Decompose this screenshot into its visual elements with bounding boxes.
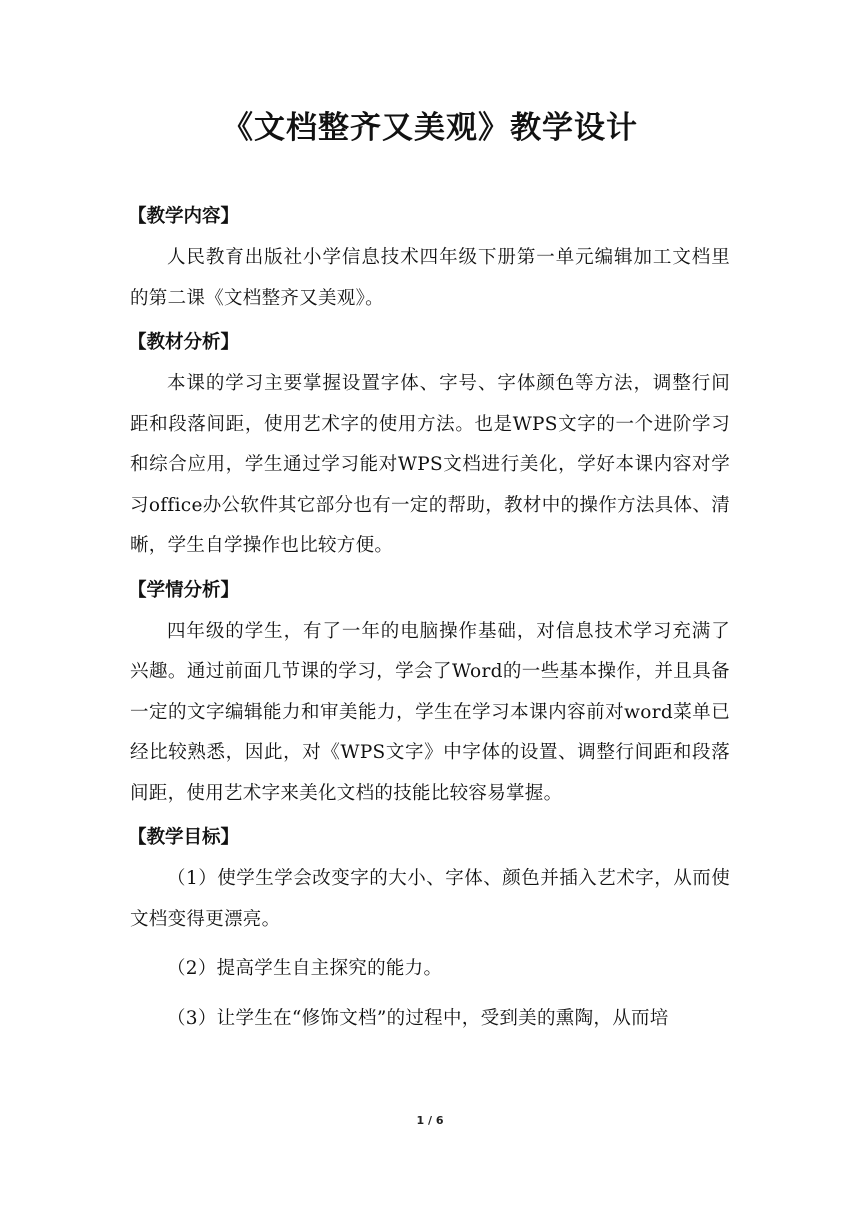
objective-item: （3）让学生在“修饰文档”的过程中，受到美的熏陶，从而培 xyxy=(167,1007,669,1029)
section-paragraph: 本课的学习主要掌握设置字体、字号、字体颜色等方法，调整行间距和段落间距，使用艺术字的使用方法。也是WPS文字的一个进阶学习和综合应用，学生通过学习能对WPS文档进行美化，学好本课内容对学习office办公软件其它部分也有一定的帮助，教材中的操作方法具体、清晰，学生自学操作也比较方便。 xyxy=(130,373,730,556)
document-title: 《文档整齐又美观》教学设计 xyxy=(222,110,638,146)
objective-item: （1）使学生学会改变字的大小、字体、颜色并插入艺术字，从而使文档变得更漂亮。 xyxy=(130,868,730,930)
section-teaching-content xyxy=(130,196,730,319)
section-heading: 【教学内容】 xyxy=(128,206,240,227)
section-paragraph: 人民教育出版社小学信息技术四年级下册第一单元编辑加工文档里的第二课《文档整齐又美观》。 xyxy=(130,247,730,309)
page-number: 1 / 6 xyxy=(416,1114,444,1127)
section-student-analysis xyxy=(130,570,730,815)
section-teaching-objectives xyxy=(130,817,730,1039)
section-heading: 【学情分析】 xyxy=(128,579,240,601)
document-body xyxy=(130,196,730,1048)
section-paragraph: 四年级的学生，有了一年的电脑操作基础，对信息技术学习充满了兴趣。通过前面几节课的学习，学会了Word的一些基本操作，并且具备一定的文字编辑能力和审美能力，学生在学习本课内容前对word菜单已经比较熟悉，因此，对《WPS文字》中字体的设置、调整行间距和段落间距，使用艺术字来美化文档的技能比较容易掌握。 xyxy=(130,620,730,804)
objective-item: （2）提高学生自主探究的能力。 xyxy=(167,958,443,979)
section-heading: 【教材分析】 xyxy=(128,332,240,353)
section-textbook-analysis xyxy=(130,322,730,567)
section-heading: 【教学目标】 xyxy=(128,827,240,848)
